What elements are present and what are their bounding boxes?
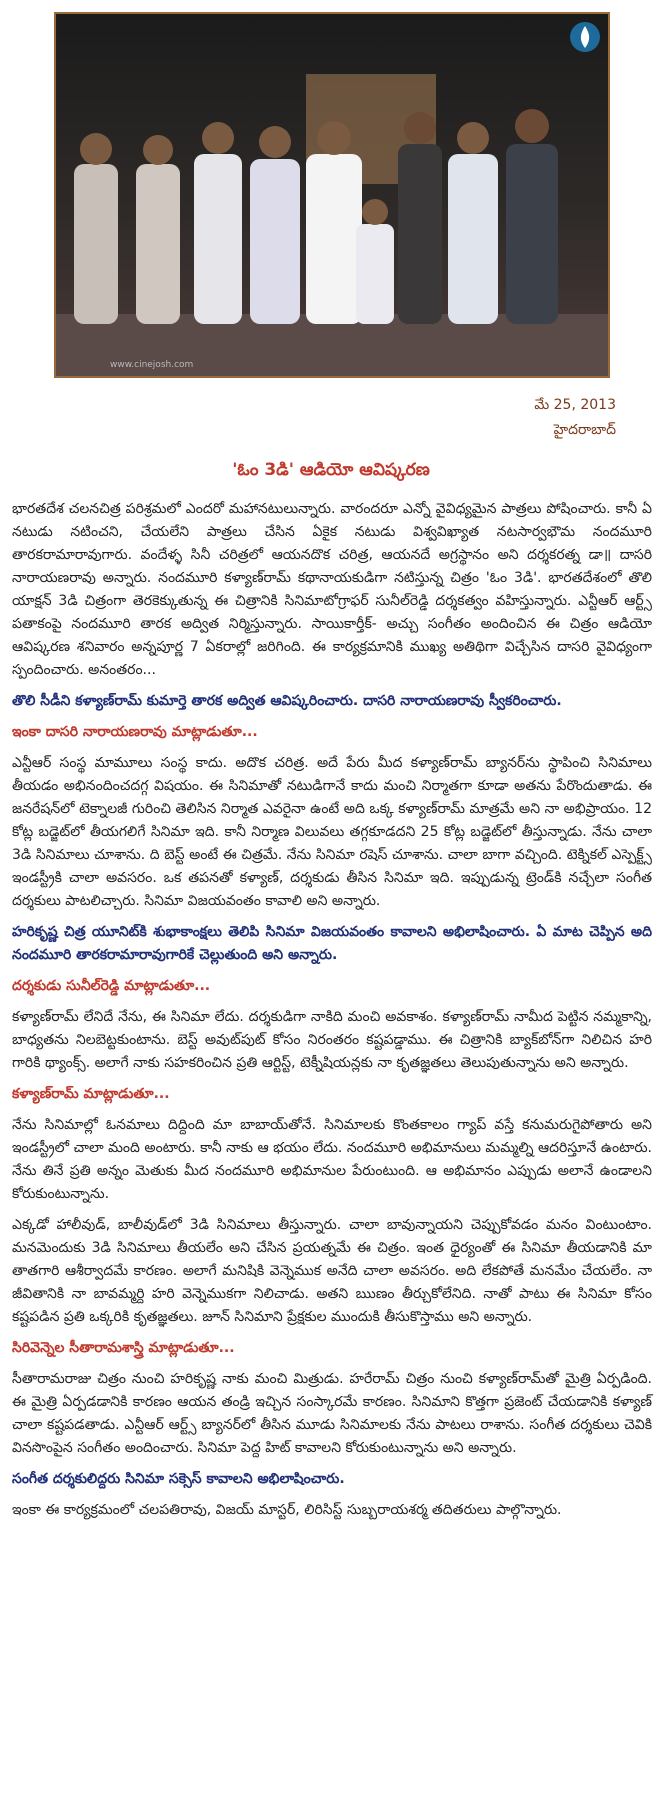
highlight-paragraph: తొలి సీడీని కళ్యాణ్‌రామ్ కుమార్తె తారక అద్విత ఆవిష్కరించారు. దాసరి నారాయణరావు స్వీకరించారు.: [12, 693, 562, 709]
site-logo-icon: [568, 20, 602, 54]
article-paragraph: ఇంకా ఈ కార్యక్రమంలో చలపతిరావు, విజయ్ మాస్టర్, లిరిసిస్ట్ సుబ్బరాయశర్మ తదితరులు పాల్గొన్నారు.: [12, 1502, 562, 1518]
article-paragraph: భారతదేశ చలనచిత్ర పరిశ్రమలో ఎందరో మహానటులున్నారు. వారందరూ ఎన్నో వైవిధ్యమైన పాత్రలు పోషించారు. కానీ ఏ నటుడు నటించని, చేయలేని పాత్రలు చేసిన ఏకైక నటుడు విశ్వవిఖ్యాత నటసార్వభౌమ నందమూరి తారకరామారావుగారు. వందేళ్ళ సినీ చరిత్రలో ఆయనదొక చరిత్ర, ఆయనదే అగ్రస్థానం అని దర్శకరత్న డా॥ దాసరి నారాయణరావు అన్నారు. నందమూరి కళ్యాణ్‌రామ్ కథానాయకుడిగా నటిస్తున్న చిత్రం 'ఓం 3డి'. భారతదేశంలో తొలి యాక్షన్ 3డి చిత్రంగా తెరకెక్కుతున్న ఈ చిత్రానికి సినిమాటోగ్రాఫర్ సునీల్‌రెడ్డి దర్శకత్వం వహిస్తున్నారు. ఎన్టీఆర్ ఆర్ట్స్ పతాకంపై నందమూరి తారక అద్విత నిర్మిస్తున్నారు. సాయికార్తీక్- అచ్చు సంగీతం అందించిన ఈ చిత్రం ఆడియో ఆవిష్కరణ శనివారం అన్నపూర్ణ 7 ఏకరాల్లో జరిగింది. ఈ కార్యక్రమానికి ముఖ్య అతిథిగా విచ్చేసిన దాసరి వైవిధ్యంగా స్పందించారు. అనంతరం...: [12, 501, 652, 678]
section-heading: ఇంకా దాసరి నారాయణరావు మాట్లాడుతూ...: [12, 724, 258, 740]
article-paragraph: ఎక్కడో హాలీవుడ్, బాలీవుడ్‌లో 3డి సినిమాలు తీస్తున్నారు. చాలా బావున్నాయని చెప్పుకోవడం మనం వింటుంటాం. మనమెందుకు 3డి సినిమాలు తీయలేం అని చేసిన ప్రయత్నమే ఈ చిత్రం. ఇంత ధైర్యంతో ఈ సినిమా తీయడానికి మా తాతగారి ఆశీర్వాదమే కారణం. అలాగే మనిషికి వెన్నెముక అనేది చాలా అవసరం. అది లేకపోతే మనమేం చేయలేం. నా జీవితానికి నా బావమ్మర్ది హరి వెన్నెముకగా నిలిచాడు. అతని ఋణం తీర్చుకోలేనిది. నాతో పాటు ఈ సినిమా కోసం కష్టపడిన ప్రతి ఒక్కరికి కృతజ్ఞతలు. జూన్ సినిమాని ప్రేక్షకుల ముందుకి తీసుకొస్తాము అని అన్నారు.: [12, 1217, 652, 1325]
section-heading: సిరివెన్నెల సీతారామశాస్త్రి మాట్లాడుతూ...: [12, 1340, 235, 1356]
article-body: [12, 498, 652, 1530]
article-paragraph: ఎన్టీఆర్ సంస్థ మామూలు సంస్థ కాదు. అదొక చరిత్ర. అదే పేరు మీద కళ్యాణ్‌రామ్ బ్యానర్‌ను స్థాపించి సినిమాలు తీయడం అభినందించదగ్గ విషయం. ఈ సినిమాతో నటుడిగానే కాదు మంచి నిర్మాతగా కూడా అతను పేరొందుతాడు. ఈ జనరేషన్‌లో టెక్నాలజీ గురించి తెలిసిన నిర్మాత ఎవరైనా ఉంటే అది ఒక్క కళ్యాణ్‌రామ్ మాత్రమే అని నా అభిప్రాయం. 12 కోట్ల బడ్జెట్‌లో తీయగలిగే సినిమా ఇది. కానీ నిర్మాణ విలువలు తగ్గకూడదని 25 కోట్ల బడ్జెట్‌లో తీస్తున్నాడు. నేను చాలా 3డి సినిమాలు చూశాను. ది బెస్ట్ అంటే ఈ చిత్రమే. నేను సినిమా రషెస్ చూశాను. చాలా బాగా వచ్చింది. టెక్నికల్ ఎస్పెక్ట్స్ ఇండస్ట్రీకి చాలా అవసరం. ఒక తపనతో కళ్యాణ్, దర్శకుడు తీసిన సినిమా ఇది. ఇప్పుడున్న ట్రెండ్‌కి నచ్చేలా సంగీత దర్శకులు పాటలిచ్చారు. సినిమా విజయవంతం కావాలి అని అన్నారు.: [12, 755, 652, 909]
article-paragraph: కళ్యాణ్‌రామ్ లేనిదే నేను, ఈ సినిమా లేదు. దర్శకుడిగా నాకిది మంచి అవకాశం. కళ్యాణ్‌రామ్ నామీద పెట్టిన నమ్మకాన్ని, బాధ్యతను నిలబెట్టకుంటాను. బెస్ట్ అవుట్‌పుట్ కోసం నిరంతరం కష్టపడ్డాము. ఈ చిత్రానికి బ్యాక్‌బోన్‌గా నిలిచిన హరి గారికి థ్యాంక్స్. అలాగే నాకు సహకరించిన ప్రతి ఆర్టిస్ట్, టెక్నీషియన్లకు నా కృతజ్ఞతలు తెలుపుతున్నాను అని అన్నారు.: [12, 1009, 652, 1071]
event-photo-image: [56, 14, 608, 376]
highlight-paragraph: సంగీత దర్శకులిద్దరు సినిమా సక్సెస్ కావాలని అభిలాషించారు.: [12, 1471, 345, 1487]
article-location: హైదరాబాద్: [553, 422, 616, 438]
highlight-paragraph: హరికృష్ణ చిత్ర యూనిట్‌కి శుభాకాంక్షలు తెలిపి సినిమా విజయవంతం కావాలని అభిలాషించారు. ఏ మాట చెప్పిన అది నందమూరి తారకరామారావుగారికే చెల్లుతుంది అని అన్నారు.: [12, 924, 652, 963]
section-heading: దర్శకుడు సునీల్‌రెడ్డి మాట్లాడుతూ...: [12, 978, 211, 994]
article-paragraph: నేను సినిమాల్లో ఓనమాలు దిద్దింది మా బాబాయ్‌తోనే. సినిమాలకు కొంతకాలం గ్యాప్ వస్తే కనుమరుగైపోతారు అని ఇండస్ట్రీలో చాలా మంది అంటారు. కానీ నాకు ఆ భయం లేదు. నందమూరి అభిమానులు మమ్మల్ని ఆదరిస్తూనే ఉంటారు. నేను తినే ప్రతి అన్నం మెతుకు మీద నందమూరి అభిమానుల పేరుంటుంది. ఆ అభిమానం ఎప్పుడు అలానే ఉండాలని కోరుకుంటున్నాను.: [12, 1117, 652, 1202]
article-date: మే 25, 2013: [534, 397, 616, 413]
photo-watermark: www.cinejosh.com: [110, 360, 194, 370]
article-title: 'ఓం 3డి' ఆడియో ఆవిష్కరణ: [232, 460, 430, 480]
article-paragraph: సీతారామరాజు చిత్రం నుంచి హరికృష్ణ నాకు మంచి మిత్రుడు. హరేరామ్ చిత్రం నుంచి కళ్యాణ్‌రామ్‌తో మైత్రి ఏర్పడింది. ఈ మైత్రి ఏర్పడడానికి కారణం ఆయన తండ్రి ఇచ్చిన సంస్కారమే కారణం. సినిమాని కొత్తగా ప్రజెంట్ చేయడానికి కళ్యాణ్ చాలా కష్టపడతాడు. ఎన్టీఆర్ ఆర్ట్స్ బ్యానర్‌లో తీసిన మూడు సినిమాలకు నేను పాటలు రాశాను. సంగీత దర్శకులు చెవికి వినసొంపైన సంగీతం అందించారు. సినిమా పెద్ద హిట్ కావాలని కోరుకుంటున్నాను అని అన్నారు.: [12, 1371, 652, 1456]
event-photo: [54, 12, 610, 378]
section-heading: కళ్యాణ్‌రామ్ మాట్లాడుతూ...: [12, 1086, 170, 1102]
